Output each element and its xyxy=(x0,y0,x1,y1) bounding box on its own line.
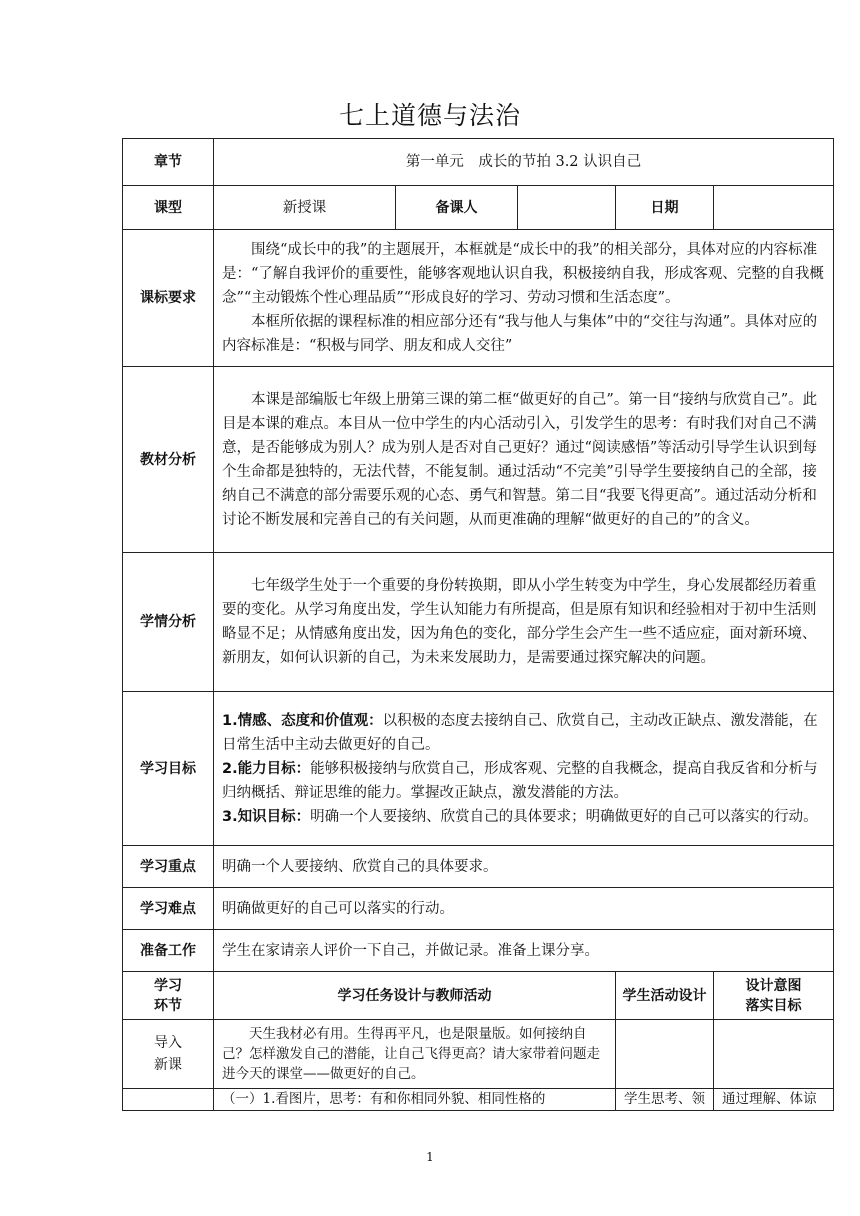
textbook-content xyxy=(214,367,834,553)
task-header: 学习任务设计与教师活动 xyxy=(214,972,616,1020)
lesson-plan-table xyxy=(122,138,834,1111)
date-label: 日期 xyxy=(616,186,714,230)
lesson-type-label: 课型 xyxy=(123,186,214,230)
row-activity-1 xyxy=(123,1089,834,1111)
intro-intent xyxy=(714,1020,834,1089)
difficulties-label: 学习难点 xyxy=(123,888,214,930)
preparer-value xyxy=(518,186,616,230)
goal-heading: 3.知识目标： xyxy=(222,808,311,825)
difficulties-text: 明确做更好的自己可以落实的行动。 xyxy=(214,888,834,930)
goal-heading: 1.情感、态度和价值观： xyxy=(222,712,383,729)
goal-item xyxy=(222,709,825,757)
row-chapter xyxy=(123,139,834,186)
intro-stage: 导入 新课 xyxy=(123,1020,214,1089)
goal-heading: 2.能力目标： xyxy=(222,760,311,777)
intro-task xyxy=(214,1020,616,1089)
intro-student xyxy=(616,1020,714,1089)
activity-1-task: （一）1.看图片，思考：有和你相同外貌、相同性格的 xyxy=(214,1089,616,1111)
row-process-header xyxy=(123,972,834,1020)
goal-text: 能够积极接纳与欣赏自己，形成客观、完整的自我概念，提高自我反省和分析与归纳概括、辩证思维的能力。掌握改正缺点，激发潜能的方法。 xyxy=(222,760,818,801)
intent-header: 设计意图 落实目标 xyxy=(714,972,834,1020)
row-intro xyxy=(123,1020,834,1089)
students-text: 七年级学生处于一个重要的身份转换期，即从小学生转变为中学生，身心发展都经历着重要的变化。从学习角度出发，学生认知能力有所提高，但是原有知识和经验相对于初中生活则略显不足；从情感角度出发，因为角色的变化，部分学生会产生一些不适应症，面对新环境、新朋友，如何认识新的自己，为未来发展助力，是需要通过探究解决的问题。 xyxy=(222,578,817,666)
goal-text: 明确一个人要接纳、欣赏自己的具体要求；明确做更好的自己可以落实的行动。 xyxy=(310,808,818,825)
students-label: 学情分析 xyxy=(123,553,214,692)
activity-1-stage xyxy=(123,1089,214,1111)
students-content xyxy=(214,553,834,692)
standards-content xyxy=(214,230,834,367)
row-goals xyxy=(123,692,834,846)
row-standards xyxy=(123,230,834,367)
preparation-text: 学生在家请亲人评价一下自己，并做记录。准备上课分享。 xyxy=(214,930,834,972)
chapter-label: 章节 xyxy=(123,139,214,186)
preparer-label: 备课人 xyxy=(396,186,518,230)
row-lesson-type xyxy=(123,186,834,230)
row-students xyxy=(123,553,834,692)
activity-1-intent: 通过理解、体谅 xyxy=(714,1089,834,1111)
standards-paragraph: 本框所依据的课程标准的相应部分还有“我与他人与集体”中的“交往与沟通”。具体对应的内容标准是：“积极与同学、朋友和成人交往” xyxy=(222,314,818,354)
date-value xyxy=(714,186,834,230)
goal-text: 以积极的态度去接纳自己、欣赏自己，主动改正缺点、激发潜能，在日常生活中主动去做更好的自己。 xyxy=(222,712,818,753)
row-textbook xyxy=(123,367,834,553)
preparation-label: 准备工作 xyxy=(123,930,214,972)
standards-label: 课标要求 xyxy=(123,230,214,367)
standards-paragraph: 围绕“成长中的我”的主题展开，本框就是“成长中的我”的相关部分，具体对应的内容标准是：“了解自我评价的重要性，能够客观地认识自我，积极接纳自我，形成客观、完整的自我概念”“主动锻炼个性心理品质”“形成良好的学习、劳动习惯和生活态度”。 xyxy=(222,242,824,306)
intro-task-text: 天生我材必有用。生得再平凡，也是限量版。如何接纳自己？怎样激发自己的潜能，让自己飞得更高？请大家带着问题走进今天的课堂——做更好的自己。 xyxy=(222,1026,600,1082)
stage-header: 学习 环节 xyxy=(123,972,214,1020)
key-points-label: 学习重点 xyxy=(123,846,214,888)
row-key-points xyxy=(123,846,834,888)
goal-item xyxy=(222,805,825,829)
row-preparation xyxy=(123,930,834,972)
lesson-type-value: 新授课 xyxy=(214,186,396,230)
row-difficulties xyxy=(123,888,834,930)
textbook-text: 本课是部编版七年级上册第三课的第二框“做更好的自己”。第一目“接纳与欣赏自己”。此目是本课的难点。本目从一位中学生的内心活动引入，引发学生的思考：有时我们对自己不满意，是否能够成为别人？成为别人是否对自己更好？通过“阅读感悟”等活动引导学生认识到每个生命都是独特的，无法代替，不能复制。通过活动“不完美”引导学生要接纳自己的全部，接纳自己不满意的部分需要乐观的心态、勇气和智慧。第二目“我要飞得更高”。通过活动分析和讨论不断发展和完善自己的有关问题，从而更准确的理解“做更好的自己的”的含义。 xyxy=(222,391,818,528)
goal-item xyxy=(222,757,825,805)
student-activity-header: 学生活动设计 xyxy=(616,972,714,1020)
page-number: 1 xyxy=(426,1150,434,1164)
key-points-text: 明确一个人要接纳、欣赏自己的具体要求。 xyxy=(214,846,834,888)
textbook-label: 教材分析 xyxy=(123,367,214,553)
page-title: 七上道德与法治 xyxy=(338,101,521,130)
activity-1-student: 学生思考、领 xyxy=(616,1089,714,1111)
chapter-value: 第一单元 成长的节拍 3.2 认识自己 xyxy=(214,139,834,186)
goals-content xyxy=(214,692,834,846)
goals-label: 学习目标 xyxy=(123,692,214,846)
